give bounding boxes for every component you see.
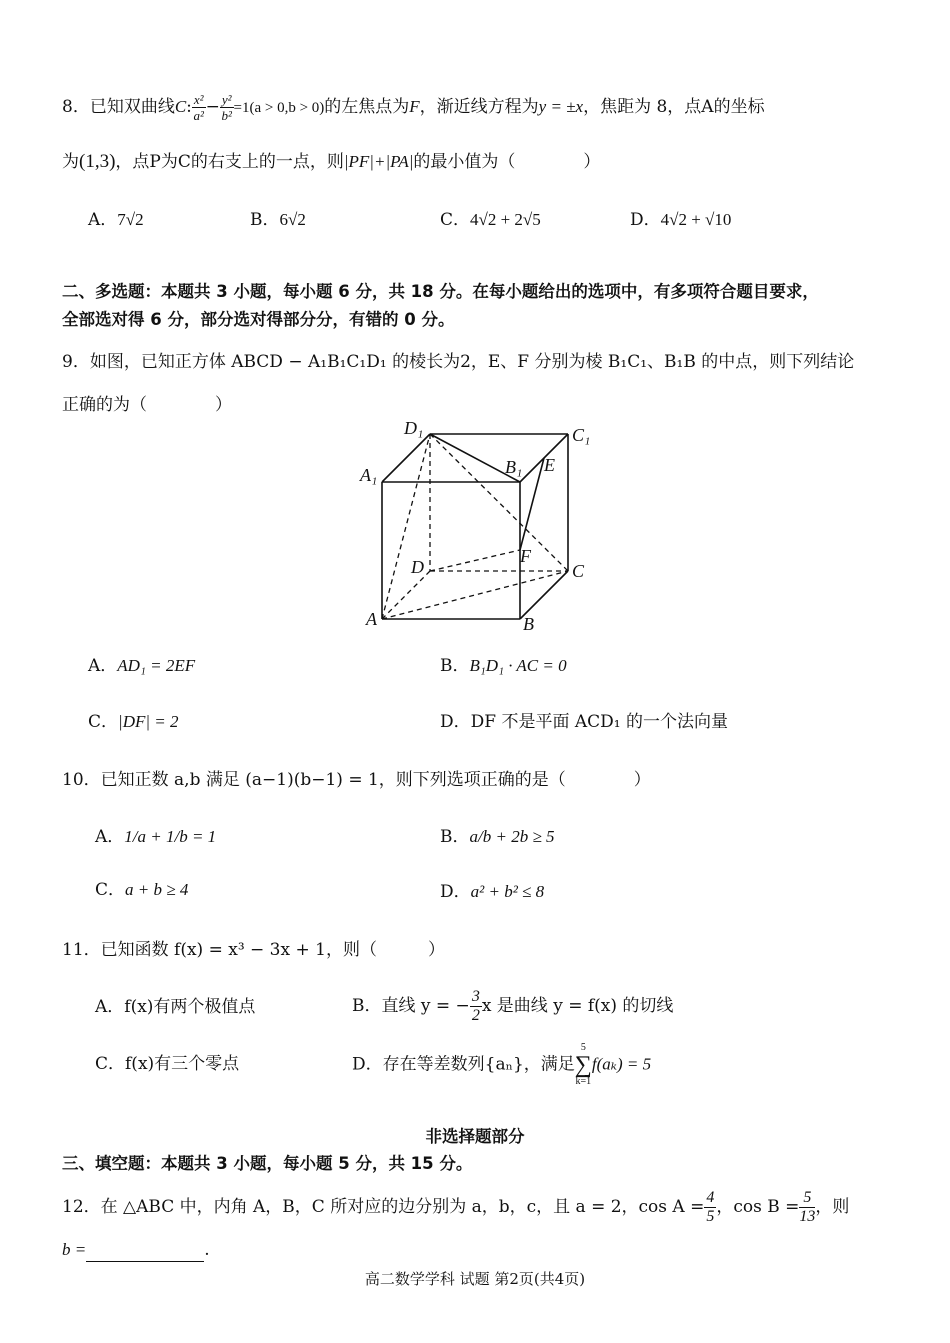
- q10-option-b[interactable]: [440, 825, 555, 849]
- figure-label-e: E: [544, 455, 555, 475]
- option-value: AD₁ = 2EF: [117, 656, 196, 675]
- option-value: f(x)有三个零点: [125, 1054, 240, 1074]
- option-value: 4√2 + √10: [660, 210, 732, 229]
- option-label: D．: [630, 210, 661, 230]
- summation-symbol: 5 ∑ k=1: [574, 1042, 592, 1087]
- hidden-segment-a-c: [382, 571, 568, 619]
- figure-label-a1: A₁: [360, 465, 378, 485]
- q8-line2-end: 的最小值为（ ）: [413, 152, 601, 172]
- option-value: 1/a + 1/b = 1: [124, 827, 217, 846]
- q8-text: 8．已知双曲线: [62, 97, 175, 117]
- option-value: B₁D₁ · AC = 0: [469, 656, 567, 675]
- option-value: 7√2: [117, 210, 144, 229]
- q10-option-a[interactable]: [95, 825, 216, 849]
- option-value: a/b + 2b ≥ 5: [469, 827, 555, 846]
- figure-label-d1: D₁: [404, 418, 424, 438]
- q8-line2-prefix: 为: [62, 152, 79, 172]
- option-label: B．: [440, 827, 470, 847]
- q8-line2: [62, 150, 600, 174]
- section2-heading-line1: 二、多选题：本题共 3 小题，每小题 6 分，共 18 分。在每小题给出的选项中，有多项符合题目要求，: [62, 282, 819, 301]
- q8-option-c[interactable]: [440, 208, 541, 232]
- answer-end: .: [204, 1240, 210, 1260]
- option-value: 6√2: [279, 210, 306, 229]
- edge-c-b: [520, 571, 568, 619]
- frac-den: 2: [471, 1007, 480, 1024]
- answer-blank[interactable]: [86, 1243, 204, 1262]
- option-value: a² + b² ≤ 8: [470, 882, 545, 901]
- q12-text-pre: 12．在 △ABC 中，内角 A，B，C 所对应的边分别为 a，b，c，且 a = 2，cos A =: [62, 1197, 705, 1217]
- frac-den: 5: [706, 1208, 715, 1225]
- option-value-pre: 存在等差数列{aₙ}，满足: [382, 1054, 575, 1075]
- page-footer: 高二数学学科 试题 第2页(共4页): [364, 1270, 586, 1288]
- option-label: A．: [88, 210, 118, 230]
- edge-a1-d1: [382, 434, 430, 482]
- q11-option-c[interactable]: [95, 1052, 239, 1076]
- hidden-segment-a-d1: [382, 434, 430, 619]
- figure-label-c: C: [572, 561, 585, 581]
- q9-option-b[interactable]: [440, 654, 567, 678]
- q12-line1: [62, 1185, 849, 1229]
- option-label: D．: [352, 1054, 383, 1075]
- figure-label-a: A: [366, 609, 377, 629]
- q8-option-d[interactable]: [630, 208, 731, 232]
- q12-text-post: ，则: [815, 1197, 850, 1217]
- q8-text-mid: 的左焦点为: [324, 97, 410, 117]
- figure-label-b1: B₁: [505, 457, 523, 477]
- q9-option-a[interactable]: [88, 654, 195, 678]
- q12-text-mid: ，cos B =: [716, 1197, 800, 1217]
- answer-prefix: b =: [62, 1240, 87, 1259]
- frac-num: 5: [799, 1189, 815, 1208]
- figure-label-f: F: [520, 546, 531, 566]
- q11-option-d[interactable]: [352, 1042, 651, 1088]
- option-label: C．: [88, 712, 119, 732]
- q11-option-b[interactable]: [352, 986, 673, 1026]
- hidden-segment-d-f: [430, 550, 520, 571]
- q8-option-a[interactable]: [88, 208, 144, 232]
- x2-over-a2: $\frac{\text{x²}}{\text{a²}}$: [193, 92, 204, 123]
- option-value: DF 不是平面 ACD₁ 的一个法向量: [470, 712, 729, 732]
- sum-bot: k=1: [575, 1076, 592, 1087]
- option-label: C．: [440, 210, 471, 230]
- q8-text-end: ，焦距为 8，点A的坐标: [583, 97, 765, 117]
- cos-a-fraction: [704, 1189, 716, 1226]
- option-value: f(x)有两个极值点: [124, 997, 256, 1017]
- q8-expr: |PF|+|PA|: [343, 152, 414, 171]
- q8-option-b[interactable]: [250, 208, 306, 232]
- option-value: 4√2 + 2√5: [470, 210, 541, 229]
- q9-line2: 正确的为（ ）: [62, 395, 232, 415]
- q8-line1: 8．已知双曲线C: $\frac{\text{x²}}{\text{a²}}$ − $\frac{\text{y²}}{\text{b²}}$ =1(a > 0,b > 0)的左焦点为F，渐近线方程为y = ±x，焦距为 8，点A的坐标: [62, 92, 765, 123]
- y2-over-b2: $\frac{\text{y²}}{\text{b²}}$: [221, 92, 232, 123]
- frac-num: 3: [471, 988, 480, 1005]
- q10-option-d[interactable]: [440, 880, 544, 904]
- option-value-post: f(aₖ) = 5: [591, 1054, 652, 1074]
- q11-line: 11．已知函数 f(x) = x³ − 3x + 1，则（ ）: [62, 940, 445, 960]
- cos-b-fraction: [799, 1189, 815, 1226]
- q9-line1: 9．如图，已知正方体 ABCD − A₁B₁C₁D₁ 的棱长为2，E、F 分别为棱 B₁C₁、B₁B 的中点，则下列结论: [62, 352, 855, 372]
- section2-heading-line2: 全部选对得 6 分，部分选对得部分分，有错的 0 分。: [62, 310, 455, 329]
- point-a: (1,3): [79, 151, 116, 172]
- option-label: B．: [250, 210, 280, 230]
- figure-label-c1: C₁: [572, 425, 591, 445]
- frac-num: 4: [706, 1189, 715, 1206]
- asymptote: y = ±x: [538, 97, 584, 116]
- q11-option-a[interactable]: [95, 995, 255, 1019]
- sum-top: 5: [580, 1042, 586, 1053]
- option-label: D．: [440, 712, 471, 732]
- option-value: |DF| = 2: [118, 712, 179, 731]
- fraction-3-2: [470, 988, 482, 1025]
- q10-option-c[interactable]: [95, 878, 188, 902]
- section3-heading: 三、填空题：本题共 3 小题，每小题 5 分，共 15 分。: [62, 1154, 473, 1173]
- frac-den: 13: [799, 1208, 816, 1225]
- figure-label-d: D: [411, 557, 424, 577]
- option-label: B．: [352, 996, 382, 1016]
- option-label: B．: [440, 656, 470, 676]
- q8-text-mid2: ，渐近线方程为: [419, 97, 539, 117]
- curve-name: C: [174, 97, 187, 116]
- q12-line2: [62, 1238, 210, 1262]
- option-label: D．: [440, 882, 471, 902]
- hidden-edge-d-a: [382, 571, 430, 619]
- option-label: A．: [95, 997, 125, 1017]
- q9-option-c[interactable]: [88, 710, 179, 734]
- option-value-pre: 直线 y = −: [381, 996, 470, 1016]
- q8-line2-mid: ，点P为C的右支上的一点，则: [115, 152, 344, 172]
- option-value: a + b ≥ 4: [125, 880, 189, 899]
- option-label: A．: [95, 827, 125, 847]
- segment-e-f: [520, 458, 544, 550]
- focus-label: F: [409, 97, 420, 116]
- option-label: C．: [95, 1054, 126, 1074]
- q10-line: 10．已知正数 a,b 满足 (a−1)(b−1) = 1，则下列选项正确的是（ ）: [62, 770, 651, 790]
- q9-option-d[interactable]: [440, 710, 728, 734]
- option-label: A．: [88, 656, 118, 676]
- option-value-post: x 是曲线 y = f(x) 的切线: [481, 996, 674, 1016]
- option-label: C．: [95, 880, 126, 900]
- nonchoice-heading: 非选择题部分: [425, 1127, 525, 1146]
- equation-tail: =1(a > 0,b > 0): [233, 100, 325, 116]
- figure-label-b: B: [523, 614, 534, 634]
